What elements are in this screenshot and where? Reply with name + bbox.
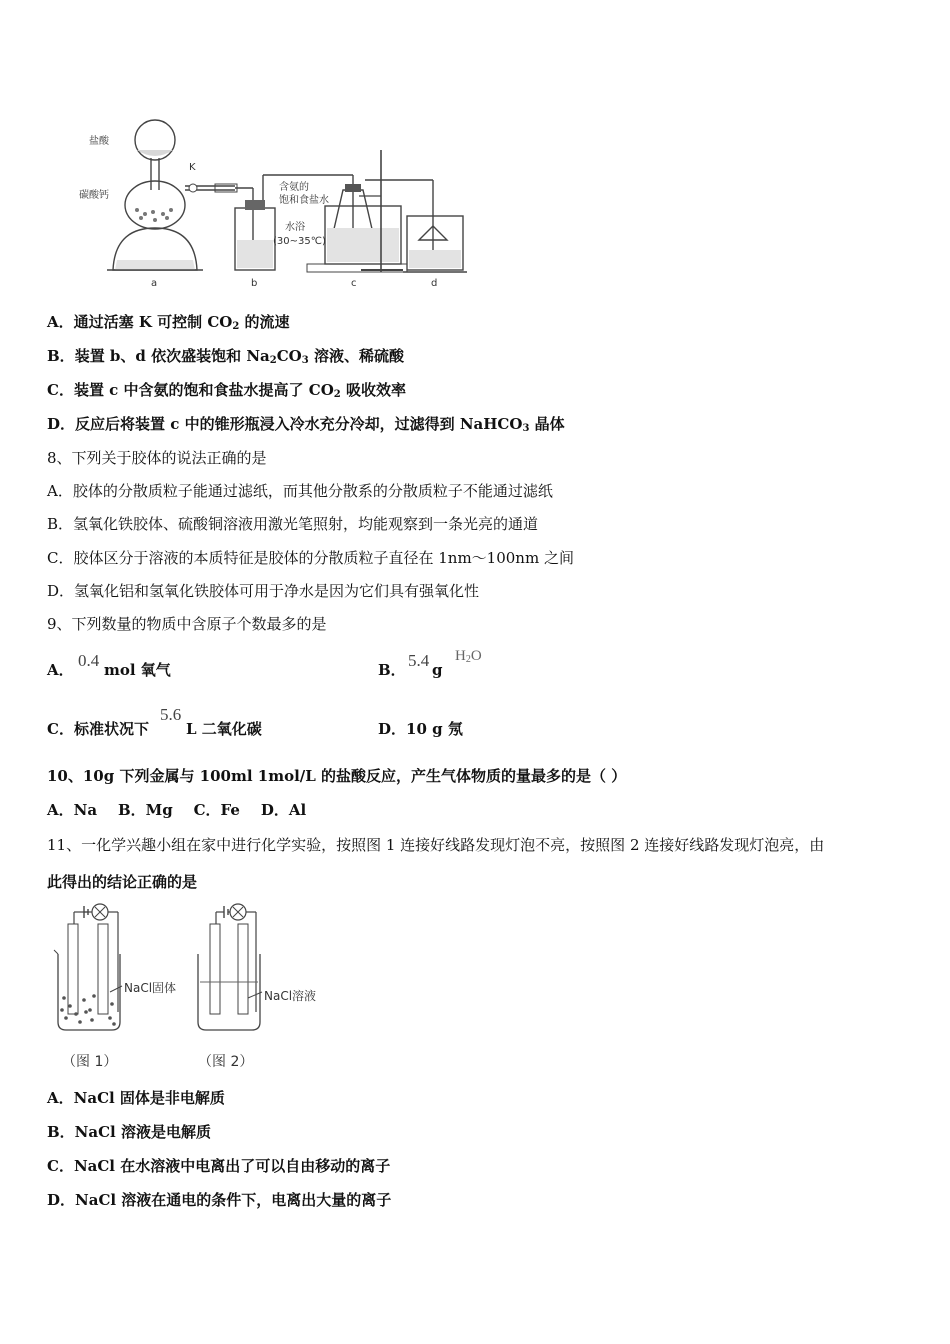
label-bath-1: 水浴 — [285, 222, 305, 233]
q8-option-d: D．氢氧化铝和氢氧化铁胶体可用于净水是因为它们具有强氧化性 — [47, 582, 480, 600]
label-part-b: b — [251, 278, 258, 289]
figure-1-circuit — [54, 904, 122, 1030]
q9-stem: 9、下列数量的物质中含原子个数最多的是 — [47, 615, 327, 633]
figure-2-circuit — [198, 904, 262, 1030]
q11-option-c: C．NaCl 在水溶液中电离出了可以自由移动的离子 — [47, 1157, 391, 1175]
label-hcl: 盐酸 — [89, 136, 109, 147]
q9-option-a: A． — [47, 661, 74, 679]
q9-option-a-num: 0.4 — [78, 651, 100, 670]
figure-2-label: NaCl溶液 — [264, 989, 317, 1003]
q11-stem-line1: 11、一化学兴趣小组在家中进行化学实验，按照图 1 连接好线路发现灯泡不亮，按照图 2 连接好线路发现灯泡亮，由 — [47, 836, 825, 854]
q9-option-c: C．标准状况下 — [47, 720, 149, 738]
q7-option-b: B．装置 b、d 依次盛装饱和 $Na_2CO_3$ 溶液、稀硫酸 — [47, 347, 404, 366]
label-part-a: a — [151, 278, 158, 289]
q9-option-b: B． — [378, 661, 406, 679]
q8-option-a: A．胶体的分散质粒子能通过滤纸，而其他分散系的分散质粒子不能通过滤纸 — [47, 482, 553, 500]
q11-option-b: B．NaCl 溶液是电解质 — [47, 1123, 211, 1141]
q9-option-b-num: 5.4 — [408, 651, 430, 670]
figure-2-caption: （图 2） — [198, 1054, 254, 1070]
label-part-d: d — [431, 278, 438, 289]
apparatus-figure — [79, 110, 485, 290]
q9-option-b-text: g — [432, 661, 443, 679]
q11-stem-line2: 此得出的结论正确的是 — [47, 873, 198, 891]
q9-option-c-num: 5.6 — [160, 705, 182, 724]
label-solution-1: 含氨的 — [279, 182, 309, 193]
label-bath-2: (30~35℃) — [273, 236, 326, 247]
q9-option-d: D．10 g 氖 — [378, 720, 463, 738]
q8-stem: 8、下列关于胶体的说法正确的是 — [47, 449, 267, 467]
q7-option-c: C．装置 c 中含氨的饱和食盐水提高了 $CO_2$ 吸收效率 — [47, 381, 406, 400]
q7-option-d: D．反应后将装置 c 中的锥形瓶浸入冷水充分冷却，过滤得到 NaHCO$_3$ 晶体 — [47, 415, 565, 434]
q10-options: A．Na B．Mg C．Fe D．Al — [47, 801, 307, 819]
q7-option-a: A．通过活塞 K 可控制 $CO_2$ 的流速 — [47, 313, 290, 332]
q11-option-a: A．NaCl 固体是非电解质 — [47, 1089, 225, 1107]
figure-1-caption: （图 1） — [62, 1054, 118, 1070]
label-valve: K — [189, 162, 196, 173]
circuit-figures — [50, 900, 350, 1075]
q9-option-a-text: mol 氧气 — [104, 661, 171, 679]
figure-1-label: NaCl固体 — [124, 981, 177, 995]
q8-option-c: C．胶体区分于溶液的本质特征是胶体的分散质粒子直径在 1nm～100nm 之间 — [47, 549, 574, 567]
label-caco3: 碳酸钙 — [79, 190, 109, 201]
q8-option-b: B．氢氧化铁胶体、硫酸铜溶液用激光笔照射，均能观察到一条光亮的通道 — [47, 515, 539, 533]
label-part-c: c — [351, 278, 357, 289]
q10-stem: 10、10g 下列金属与 100ml 1mol/L 的盐酸反应，产生气体物质的量最多的是（ ） — [47, 767, 627, 785]
label-solution-2: 饱和食盐水 — [279, 195, 329, 206]
q9-option-b-formula: $H_2O$ — [455, 648, 482, 665]
q11-option-d: D．NaCl 溶液在通电的条件下，电离出大量的离子 — [47, 1191, 392, 1209]
q9-option-c-text: L 二氧化碳 — [186, 720, 262, 738]
